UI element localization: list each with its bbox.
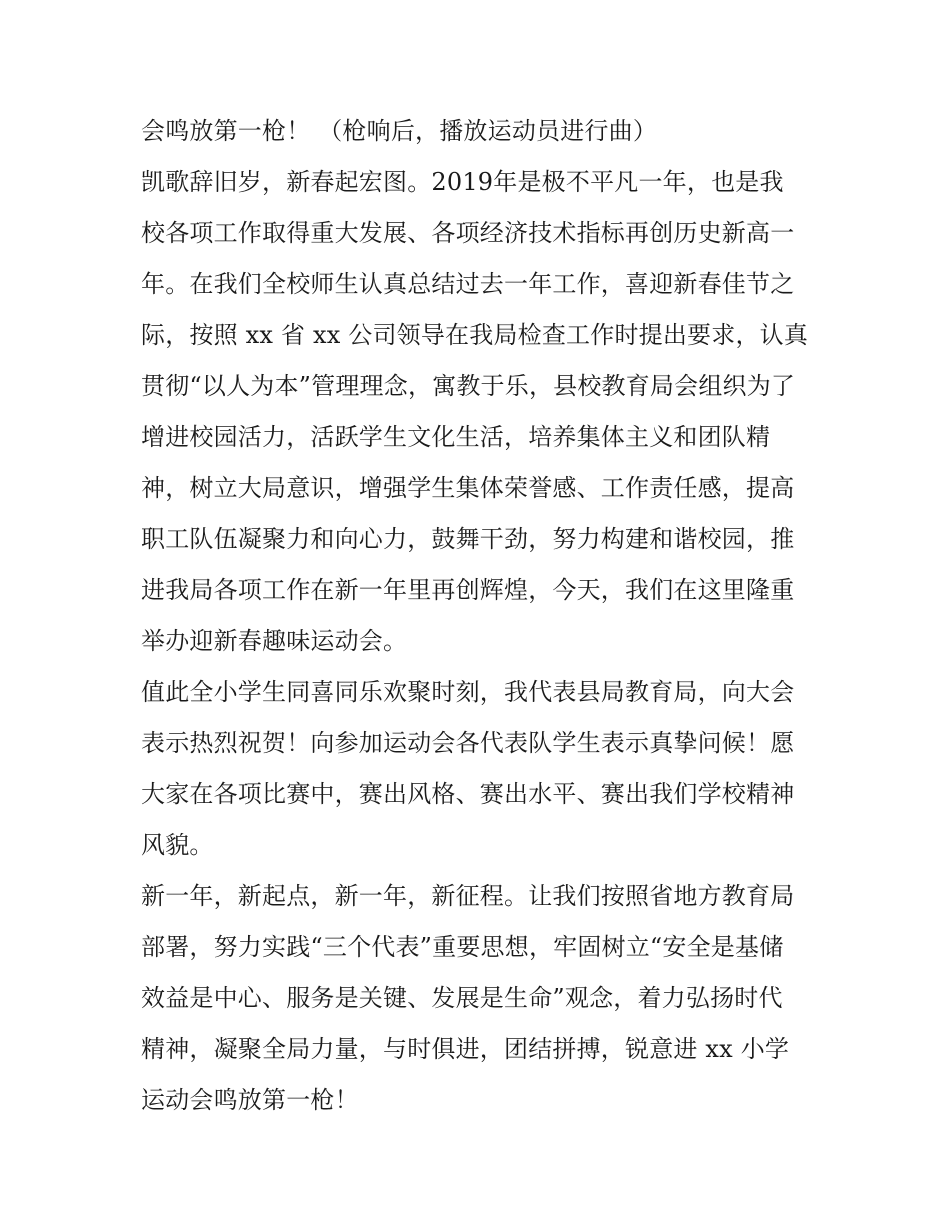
text-line: 部署，努力实践“三个代表”重要思想，牢固树立“安全是基储 bbox=[141, 933, 784, 961]
text-line: 效益是中心、服务是关键、发展是生命”观念，着力弘扬时代 bbox=[141, 984, 783, 1012]
paragraph-2 bbox=[141, 157, 813, 667]
text-line: 职工队伍凝聚力和向心力，鼓舞干劲，努力构建和谐校园，推 bbox=[141, 525, 795, 553]
text-line: 大家在各项比赛中，赛出风格、赛出水平、赛出我们学校精神 bbox=[141, 780, 795, 808]
text-line: 举办迎新春趣味运动会。 bbox=[141, 627, 408, 655]
text-line: 年。在我们全校师生认真总结过去一年工作，喜迎新春佳节之 bbox=[141, 270, 795, 298]
text-line: 表示热烈祝贺！向参加运动会各代表队学生表示真挚问候！愿 bbox=[141, 729, 795, 757]
text-line: 运动会鸣放第一枪！ bbox=[141, 1086, 359, 1114]
text-line: 神，树立大局意识，增强学生集体荣誉感、工作责任感，提高 bbox=[141, 474, 795, 502]
text-line: 凯歌辞旧岁，新春起宏图。2019年是极不平凡一年，也是我 bbox=[141, 168, 784, 196]
text-line: 贯彻“以人为本”管理理念，寓教于乐，县校教育局会组织为了 bbox=[141, 372, 796, 400]
text-line: 际，按照 xx 省 xx 公司领导在我局检查工作时提出要求，认真 bbox=[141, 321, 809, 349]
paragraph-3 bbox=[141, 667, 813, 871]
text-line: 值此全小学生同喜同乐欢聚时刻，我代表县局教育局，向大会 bbox=[141, 678, 795, 706]
text-line: 增进校园活力，活跃学生文化生活，培养集体主义和团队精 bbox=[141, 423, 771, 451]
paragraph-4 bbox=[141, 871, 813, 1126]
text-line: 进我局各项工作在新一年里再创辉煌，今天，我们在这里隆重 bbox=[141, 576, 795, 604]
document-body bbox=[141, 106, 813, 1126]
text-line: 会鸣放第一枪！ （枪响后，播放运动员进行曲） bbox=[141, 117, 658, 145]
paragraph-1 bbox=[141, 106, 813, 157]
text-line: 校各项工作取得重大发展、各项经济技术指标再创历史新高一 bbox=[141, 219, 795, 247]
text-line: 精神，凝聚全局力量，与时俱进，团结拼搏，锐意进 xx 小学 bbox=[141, 1035, 790, 1063]
text-line: 风貌。 bbox=[141, 831, 214, 859]
text-line: 新一年，新起点，新一年，新征程。让我们按照省地方教育局 bbox=[141, 882, 795, 910]
